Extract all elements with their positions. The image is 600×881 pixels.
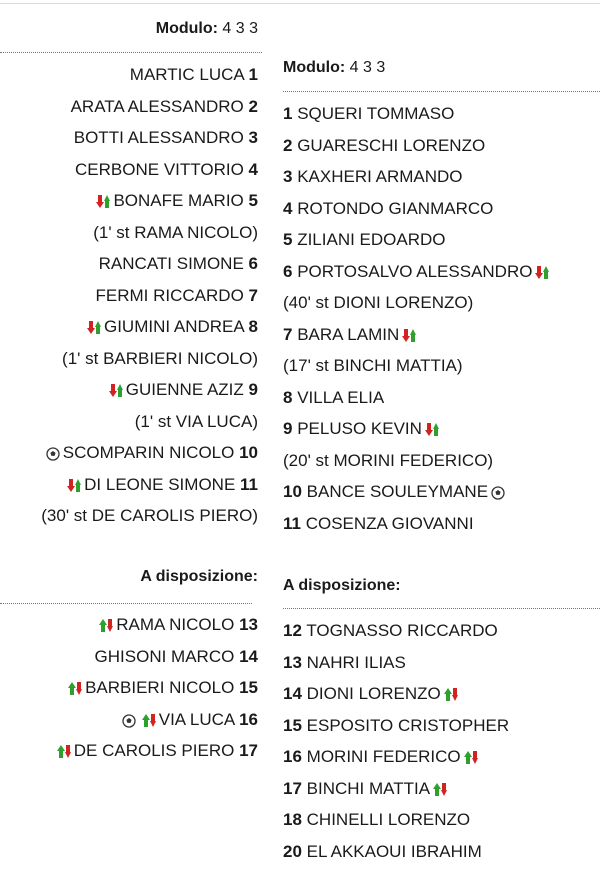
player-row: [96, 614, 258, 636]
player-row: [283, 809, 470, 831]
player-row: [119, 709, 258, 731]
substitution-text: (1' st BARBIERI NICOLO): [62, 348, 258, 368]
ball-icon: [122, 712, 136, 734]
player-name: ARATA ALESSANDRO: [70, 96, 244, 116]
player-name: GUARESCHI LORENZO: [297, 135, 486, 155]
ball-icon: [46, 445, 60, 467]
shirt-number: 8: [283, 387, 293, 407]
shirt-number: 9: [248, 380, 258, 399]
player-name: PELUSO KEVIN: [297, 419, 422, 438]
sub-in-icon: [68, 680, 82, 702]
player-row: [283, 778, 450, 800]
substitution-note: [283, 355, 463, 377]
away-module-value: 4 3 3: [349, 59, 386, 76]
home-bench-divider: [0, 603, 252, 604]
shirt-number: 18: [283, 810, 302, 829]
sub-out-icon: [87, 319, 101, 341]
player-name: SQUERI TOMMASO: [297, 104, 455, 123]
sub-in-icon: [433, 781, 447, 803]
player-name: EL AKKAOUI IBRAHIM: [306, 841, 482, 861]
player-name: PORTOSALVO ALESSANDRO: [297, 261, 533, 281]
player-row: [74, 127, 258, 149]
player-row: [283, 261, 552, 283]
player-name: BARA LAMIN: [297, 324, 400, 344]
player-name: DE CAROLIS PIERO: [73, 741, 235, 760]
substitution-note: [41, 505, 258, 527]
player-row: [95, 646, 258, 668]
home-module-label: Modulo:: [155, 20, 218, 37]
shirt-number: 9: [283, 419, 293, 438]
player-row: [64, 474, 258, 496]
player-row: [283, 746, 481, 768]
substitution-text: (30' st DE CAROLIS PIERO): [41, 506, 258, 525]
sub-out-icon: [96, 193, 110, 215]
shirt-number: 10: [283, 482, 302, 501]
player-name: ZILIANI EDOARDO: [297, 230, 446, 249]
player-name: ESPOSITO CRISTOPHER: [306, 715, 510, 735]
sub-out-icon: [67, 477, 81, 499]
substitution-note: [283, 292, 473, 314]
shirt-number: 6: [283, 261, 293, 281]
player-row: [283, 481, 508, 503]
player-name: ROTONDO GIANMARCO: [297, 198, 494, 218]
player-name: BOTTI ALESSANDRO: [73, 128, 244, 147]
sub-out-icon: [402, 327, 416, 349]
shirt-number: 16: [283, 747, 302, 766]
player-name: BONAFE MARIO: [113, 191, 244, 210]
substitution-text: (40' st DIONI LORENZO): [283, 293, 474, 312]
sub-out-icon: [535, 264, 549, 286]
player-row: [283, 620, 498, 642]
shirt-number: 14: [283, 684, 302, 703]
shirt-number: 14: [239, 646, 258, 666]
player-row: [283, 166, 463, 188]
substitution-text: (20' st MORINI FEDERICO): [283, 450, 494, 470]
sub-in-icon: [142, 712, 156, 734]
substitution-note: [62, 348, 258, 370]
player-name: GIUMINI ANDREA: [103, 317, 244, 336]
player-name: MORINI FEDERICO: [306, 747, 461, 766]
player-name: MARTIC LUCA: [129, 65, 244, 84]
player-row: [65, 677, 258, 699]
shirt-number: 15: [283, 715, 302, 735]
shirt-number: 3: [283, 167, 293, 186]
shirt-number: 11: [283, 513, 301, 533]
shirt-number: 3: [248, 128, 258, 147]
shirt-number: 8: [248, 317, 258, 336]
shirt-number: 17: [283, 778, 302, 798]
player-name: VIA LUCA: [158, 709, 235, 729]
player-name: BANCE SOULEYMANE: [306, 482, 489, 501]
player-name: CERBONE VITTORIO: [75, 159, 244, 179]
player-row: [75, 159, 258, 181]
player-row: [283, 387, 384, 409]
player-row: [283, 652, 406, 674]
shirt-number: 11: [240, 474, 258, 494]
away-module-label: Modulo:: [283, 59, 346, 76]
home-bench-title: A disposizione:: [140, 568, 258, 585]
player-row: [96, 285, 258, 307]
player-name: GHISONI MARCO: [94, 646, 235, 666]
player-row: [283, 103, 454, 125]
player-name: BARBIERI NICOLO: [85, 678, 235, 697]
player-row: [283, 229, 446, 251]
player-row: [283, 683, 461, 705]
player-name: GUIENNE AZIZ: [125, 380, 244, 399]
shirt-number: 7: [283, 324, 293, 344]
shirt-number: 12: [283, 621, 302, 640]
player-row: [283, 513, 474, 535]
player-row: [283, 324, 419, 346]
player-name: VILLA ELIA: [297, 387, 385, 407]
substitution-note: [135, 411, 258, 433]
ball-icon: [491, 484, 505, 506]
shirt-number: 2: [283, 135, 293, 155]
shirt-number: 10: [239, 443, 258, 462]
shirt-number: 4: [283, 198, 293, 218]
player-name: BINCHI MATTIA: [306, 778, 431, 798]
substitution-text: (17' st BINCHI MATTIA): [283, 356, 463, 375]
shirt-number: 20: [283, 841, 302, 861]
player-row: [130, 64, 258, 86]
player-row: [54, 740, 258, 762]
substitution-note: [93, 222, 258, 244]
sub-in-icon: [444, 686, 458, 708]
shirt-number: 5: [283, 230, 293, 249]
player-name: RAMA NICOLO: [116, 615, 235, 634]
player-row: [71, 96, 258, 118]
player-row: [283, 841, 482, 863]
sub-in-icon: [99, 617, 113, 639]
player-row: [283, 198, 493, 220]
shirt-number: 13: [283, 652, 302, 672]
top-divider: [0, 3, 600, 4]
player-row: [283, 418, 442, 440]
player-name: TOGNASSO RICCARDO: [306, 621, 498, 640]
player-name: RANCATI SIMONE: [98, 254, 244, 273]
home-module: [156, 20, 258, 38]
shirt-number: 4: [248, 159, 258, 179]
player-row: [283, 715, 509, 737]
player-name: NAHRI ILIAS: [306, 652, 406, 672]
away-module: [283, 59, 385, 77]
player-row: [99, 253, 258, 275]
shirt-number: 16: [239, 709, 258, 729]
substitution-text: (1' st RAMA NICOLO): [93, 222, 258, 242]
player-name: CHINELLI LORENZO: [306, 810, 471, 829]
shirt-number: 15: [239, 678, 258, 697]
player-name: KAXHERI ARMANDO: [297, 167, 463, 186]
sub-in-icon: [464, 749, 478, 771]
away-module-divider: [283, 91, 600, 92]
player-name: DI LEONE SIMONE: [84, 474, 236, 494]
shirt-number: 13: [239, 615, 258, 634]
player-row: [283, 135, 485, 157]
away-bench-divider: [283, 608, 600, 609]
shirt-number: 5: [248, 191, 258, 210]
sub-in-icon: [57, 743, 71, 765]
shirt-number: 2: [248, 96, 258, 116]
player-row: [43, 442, 258, 464]
player-name: DIONI LORENZO: [306, 684, 441, 703]
shirt-number: 1: [283, 104, 293, 123]
away-bench-title: A disposizione:: [283, 577, 401, 594]
substitution-text: (1' st VIA LUCA): [134, 411, 258, 431]
shirt-number: 7: [248, 285, 258, 305]
player-name: COSENZA GIOVANNI: [305, 513, 474, 533]
shirt-number: 17: [239, 741, 258, 760]
player-row: [84, 316, 258, 338]
shirt-number: 1: [248, 65, 258, 84]
player-name: FERMI RICCARDO: [95, 285, 244, 305]
player-row: [106, 379, 258, 401]
home-module-value: 4 3 3: [222, 20, 258, 37]
shirt-number: 6: [248, 254, 258, 273]
sub-out-icon: [425, 421, 439, 443]
sub-out-icon: [109, 382, 123, 404]
player-name: SCOMPARIN NICOLO: [62, 443, 235, 462]
player-row: [93, 190, 258, 212]
substitution-note: [283, 450, 493, 472]
home-module-divider: [0, 52, 262, 53]
